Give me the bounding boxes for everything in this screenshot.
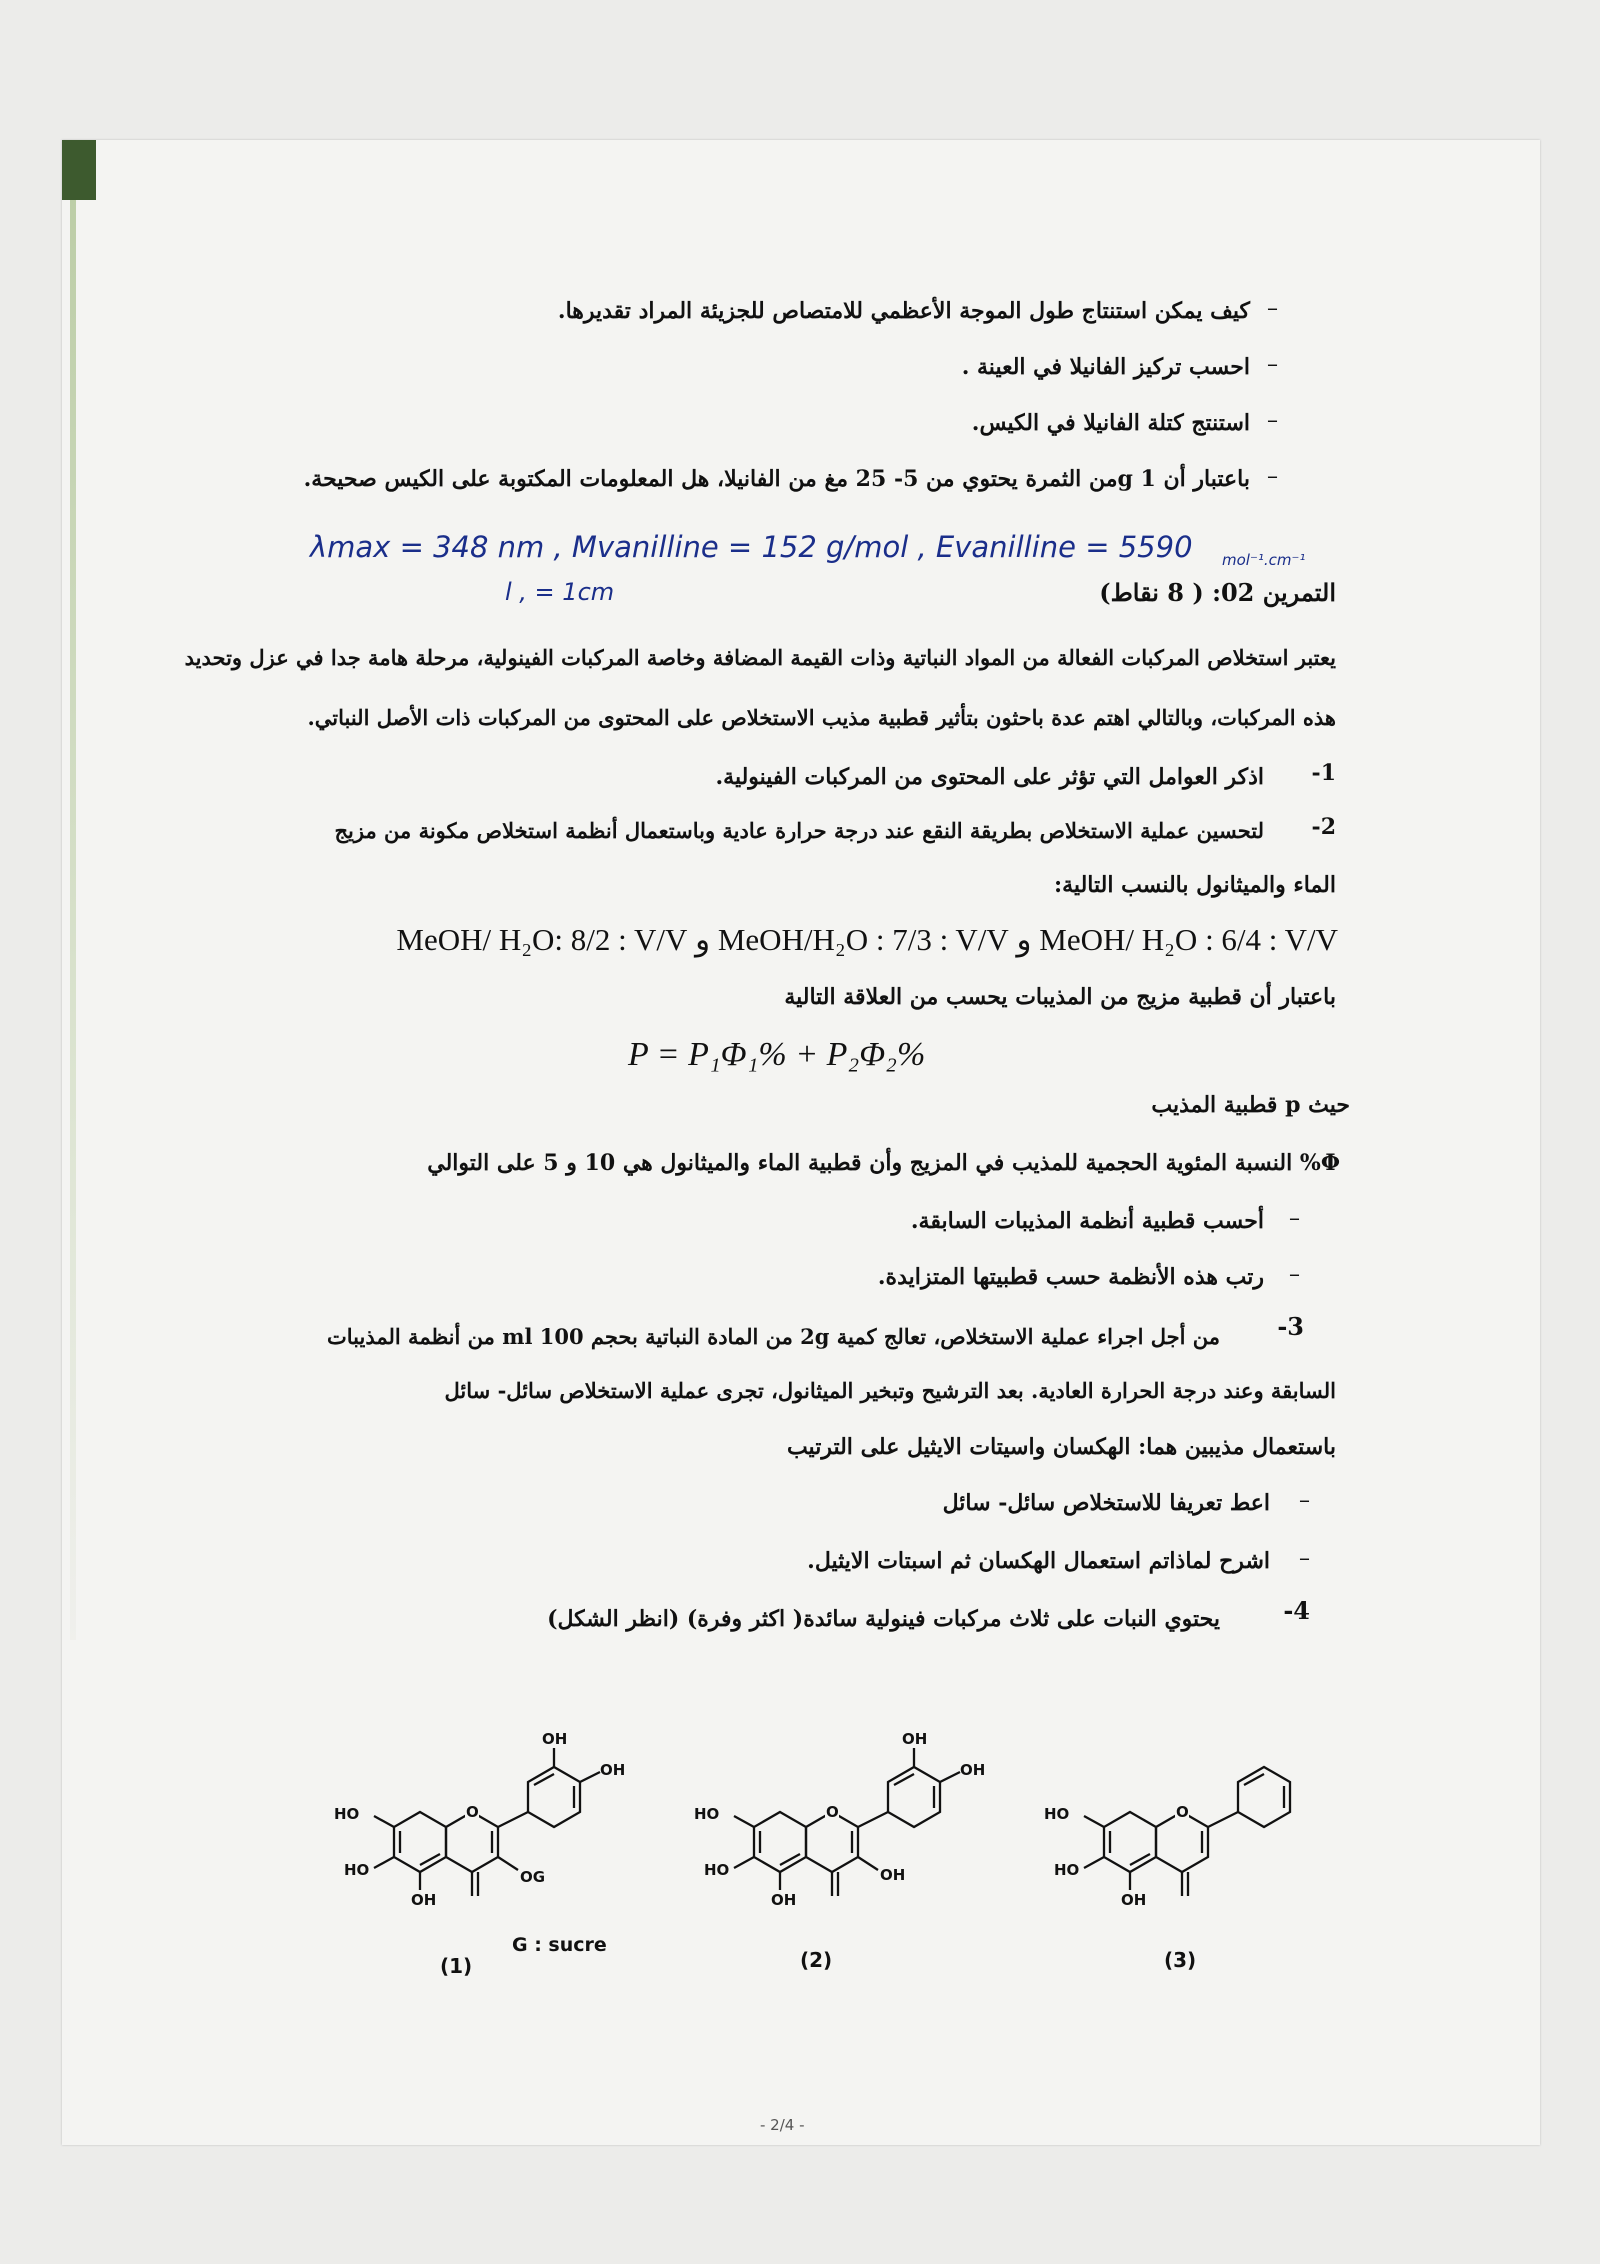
molecule-1-caption: (1) xyxy=(440,1954,473,1978)
molecule-2-structure xyxy=(680,1720,1010,1950)
handwritten-line-1: λmax = 348 nm , Mvanilline = 152 g/mol , Evanilline = 5590 xyxy=(310,530,1193,564)
svg-text:O: O xyxy=(1176,1803,1189,1821)
where-p: حيث p قطبية المذيب xyxy=(1151,1092,1350,1118)
handwritten-line-2: l , = 1cm xyxy=(505,578,615,606)
ho-label: HO xyxy=(704,1861,730,1879)
molecule-2-caption: (2) xyxy=(800,1948,833,1972)
q3-sub-1: اعط تعريفا للاستخلاص سائل- سائل xyxy=(942,1490,1270,1516)
oh-label: OH xyxy=(960,1761,986,1779)
oh-label: OH xyxy=(600,1761,626,1779)
bullet-dash: – xyxy=(1289,1262,1300,1287)
polarity-formula: P = P₁Φ₁% + P₂Φ₂% xyxy=(628,1036,926,1073)
ho-label: HO xyxy=(694,1805,720,1823)
svg-text:O: O xyxy=(826,1803,839,1821)
q2-sub-1: أحسب قطبية أنظمة المذيبات السابقة. xyxy=(910,1208,1264,1234)
oh-label: OH xyxy=(880,1866,906,1884)
molecule-3-structure xyxy=(1030,1720,1360,1950)
ho-label: HO xyxy=(1044,1805,1070,1823)
exercise-title: التمرين 02: ( 8 نقاط) xyxy=(1099,578,1336,607)
handwritten-notes xyxy=(0,0,1600,640)
oh-label: OH xyxy=(902,1730,928,1748)
q3-line-1: من أجل اجراء عملية الاستخلاص، تعالج كمية 2g من المادة النباتية بحجم 100 ml من أنظمة المذيبات xyxy=(327,1324,1220,1349)
phi-definition: Φ% النسبة المئوية الحجمية للمذيب في المزيج وأن قطبية الماء والميثانول هي 10 و 5 على التوالي xyxy=(427,1150,1340,1176)
bullet-dash: – xyxy=(1267,352,1278,377)
q1-text: اذكر العوامل التي تؤثر على المحتوى من المركبات الفينولية. xyxy=(715,764,1264,790)
question-top-3: استنتج كتلة الفانيلا في الكيس. xyxy=(971,410,1250,436)
q3-sub-2: اشرح لماذاتم استعمال الهكسان ثم اسبتات الايثيل. xyxy=(807,1548,1270,1574)
page-number: - 2/4 - xyxy=(760,2116,805,2134)
intro-line-1: يعتبر استخلاص المركبات الفعالة من المواد النباتية وذات القيمة المضافة وخاصة المركبات الفينولية، مرحلة هامة جدا في عزل وتحديد xyxy=(184,645,1336,670)
q2-line-2: الماء والميثانول بالنسب التالية: xyxy=(1054,872,1336,898)
ho-label: HO xyxy=(344,1861,370,1879)
q4-text: يحتوي النبات على ثلاث مركبات فينولية سائدة( اكثر وفرة) (انظر الشكل) xyxy=(547,1606,1220,1632)
question-top-2: احسب تركيز الفانيلا في العينة . xyxy=(961,354,1250,380)
molecule-1-structure xyxy=(320,1720,650,1950)
q1-number: 1- xyxy=(1311,760,1336,786)
bullet-dash: – xyxy=(1299,1488,1310,1513)
q2-line-1: لتحسين عملية الاستخلاص بطريقة النقع عند درجة حرارة عادية وباستعمال أنظمة استخلاص مكونة من مزيج xyxy=(334,818,1264,843)
sugar-note: G : sucre xyxy=(512,1934,607,1956)
q2-number: 2- xyxy=(1311,814,1336,840)
q3-line-2: السابقة وعند درجة الحرارة العادية. بعد الترشيح وتبخير الميثانول، تجرى عملية الاستخلاص سائل- سائل xyxy=(444,1378,1336,1403)
question-top-1: كيف يمكن استنتاج طول الموجة الأعظمي للامتصاص للجزيئة المراد تقديرها. xyxy=(557,298,1250,324)
polarity-intro: باعتبار أن قطبية مزيج من المذيبات يحسب من العلاقة التالية xyxy=(784,984,1336,1010)
bullet-dash: – xyxy=(1267,296,1278,321)
intro-line-2: هذه المركبات، وبالتالي اهتم عدة باحثون بتأثير قطبية مذيب الاستخلاص على المحتوى من المركبات ذات الأصل النباتي. xyxy=(307,705,1336,730)
bullet-dash: – xyxy=(1299,1546,1310,1571)
q2-sub-2: رتب هذه الأنظمة حسب قطبيتها المتزايدة. xyxy=(877,1264,1264,1290)
question-top-4: باعتبار أن g 1من الثمرة يحتوي من 5- 25 مغ من الفانيلا، هل المعلومات المكتوبة على الكيس صحيحة. xyxy=(303,466,1250,492)
handwritten-unit: mol⁻¹.cm⁻¹ xyxy=(1222,551,1306,569)
svg-text:O: O xyxy=(466,1803,479,1821)
og-label: OG xyxy=(520,1868,546,1886)
molecule-3-caption: (3) xyxy=(1164,1948,1197,1972)
bullet-dash: – xyxy=(1267,408,1278,433)
bullet-dash: – xyxy=(1289,1206,1300,1231)
ho-label: HO xyxy=(334,1805,360,1823)
bullet-dash: – xyxy=(1267,464,1278,489)
ho-label: HO xyxy=(1054,1861,1080,1879)
q3-number: 3- xyxy=(1277,1312,1304,1341)
oh-label: OH xyxy=(411,1891,437,1909)
q4-number: 4- xyxy=(1283,1596,1310,1625)
oh-label: OH xyxy=(771,1891,797,1909)
q3-line-3: باستعمال مذيبين هما: الهكسان واسيتات الايثيل على الترتيب xyxy=(786,1434,1336,1460)
oh-label: OH xyxy=(542,1730,568,1748)
oh-label: OH xyxy=(1121,1891,1147,1909)
solvent-systems: MeOH/ H₂O : 6/4 : V/V و MeOH/H₂O : 7/3 : V/V و MeOH/ H₂O: 8/2 : V/V xyxy=(396,922,1338,957)
